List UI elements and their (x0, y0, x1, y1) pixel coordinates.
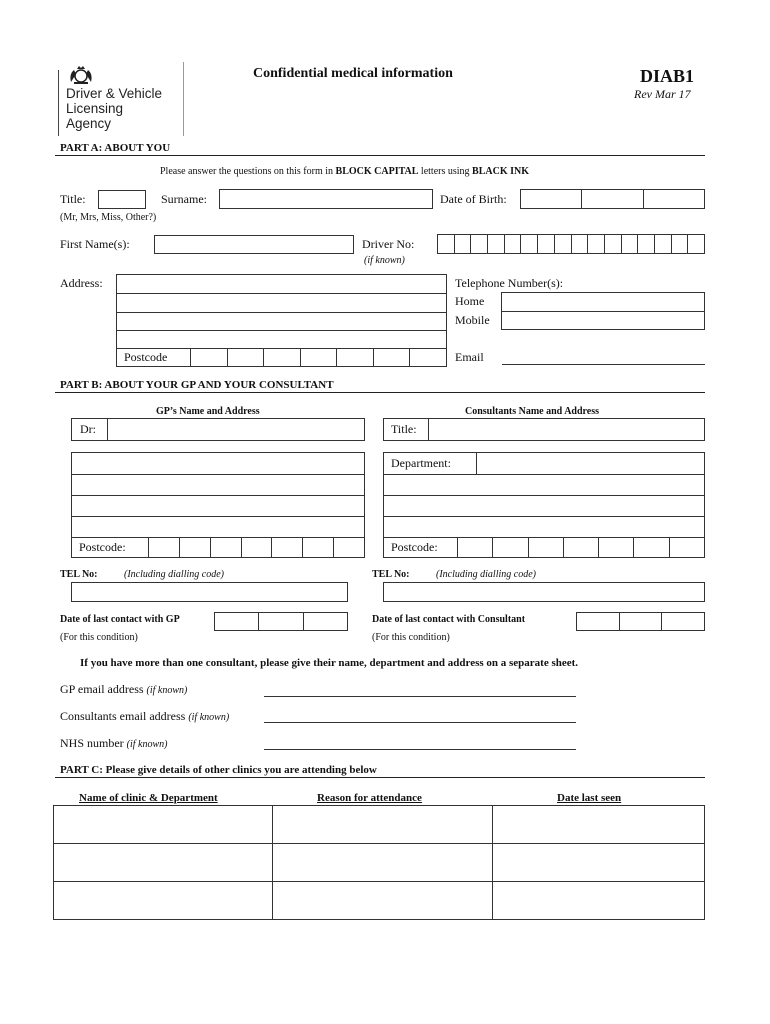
gp-address-field[interactable] (71, 452, 365, 558)
clinic-column-header: Name of clinic & Department (79, 792, 218, 804)
driver-no-cell[interactable] (471, 235, 488, 253)
gp-tel-field[interactable] (71, 582, 348, 602)
postcode-cell[interactable] (149, 538, 180, 557)
postcode-cell[interactable] (272, 538, 303, 557)
driver-no-cell[interactable] (622, 235, 639, 253)
dob-month-cell[interactable] (582, 190, 643, 208)
consultant-address-line-2[interactable] (384, 496, 704, 517)
consultant-address-line-3[interactable] (384, 517, 704, 538)
address-field[interactable] (116, 274, 447, 367)
part-b-rule (55, 392, 705, 393)
address-line-1[interactable] (117, 275, 446, 294)
address-line-3[interactable] (117, 313, 446, 331)
postcode-cell[interactable] (493, 538, 528, 557)
table-row (54, 882, 705, 920)
gp-tel-label: TEL No: (60, 569, 98, 580)
postcode-cell[interactable] (634, 538, 669, 557)
part-b-heading: PART B: ABOUT YOUR GP AND YOUR CONSULTANT (60, 379, 334, 391)
address-label: Address: (60, 276, 103, 290)
telephone-field[interactable] (501, 292, 705, 330)
table-row (54, 844, 705, 882)
nhs-number-field[interactable] (264, 749, 576, 750)
gp-heading: GP’s Name and Address (156, 406, 260, 417)
postcode-cell[interactable] (458, 538, 493, 557)
driver-no-cell[interactable] (455, 235, 472, 253)
postcode-cell[interactable] (334, 538, 364, 557)
date-cell[interactable] (493, 844, 705, 882)
postcode-cell[interactable] (180, 538, 211, 557)
title-label: Title: (60, 192, 86, 206)
separate-sheet-note: If you have more than one consultant, please give their name, department and address on a separate sheet. (80, 657, 579, 669)
consultant-tel-hint: (Including dialling code) (436, 569, 536, 580)
logo-text-line3: Agency (66, 116, 112, 131)
first-name-field[interactable] (154, 235, 354, 254)
consultant-tel-label: TEL No: (372, 569, 410, 580)
consultant-contact-label: Date of last contact with Consultant (372, 614, 526, 625)
postcode-cell[interactable] (374, 349, 411, 366)
consultant-title-row (383, 418, 705, 441)
gp-address-line-4[interactable] (72, 517, 364, 538)
mobile-label: Mobile (455, 313, 490, 327)
driver-no-cell[interactable] (438, 235, 455, 253)
driver-no-cell[interactable] (505, 235, 522, 253)
dob-field[interactable] (520, 189, 705, 209)
postcode-cell[interactable] (564, 538, 599, 557)
date-cell[interactable] (493, 882, 705, 920)
home-label: Home (455, 294, 485, 308)
part-c-rule (55, 777, 705, 778)
gp-address-line-3[interactable] (72, 496, 364, 517)
driver-no-cell[interactable] (672, 235, 689, 253)
gp-contact-hint: (For this condition) (60, 632, 138, 643)
postcode-cell[interactable] (337, 349, 374, 366)
gp-postcode-field[interactable] (148, 538, 364, 557)
consultant-postcode-field[interactable] (457, 538, 704, 557)
reason-column-header: Reason for attendance (317, 792, 422, 804)
gp-postcode-row (72, 538, 364, 557)
consultant-heading: Consultants Name and Address (465, 406, 600, 417)
department-label: Department: (391, 456, 451, 470)
gp-contact-label: Date of last contact with GP (60, 614, 180, 625)
date-cell[interactable] (662, 613, 704, 630)
consultant-postcode-label: Postcode: (391, 540, 438, 554)
consultant-contact-hint: (For this condition) (372, 632, 450, 643)
date-cell[interactable] (577, 613, 620, 630)
gp-address-line-2[interactable] (72, 475, 364, 496)
consultant-address-field[interactable] (383, 452, 705, 558)
driver-no-cell[interactable] (588, 235, 605, 253)
nhs-number-label: NHS number (if known) (60, 736, 168, 750)
driver-no-label: Driver No: (362, 237, 415, 251)
surname-label: Surname: (161, 192, 207, 206)
part-c-heading: PART C: Please give details of other clinics you are attending below (60, 764, 377, 776)
dob-label: Date of Birth: (440, 192, 507, 206)
driver-no-cell[interactable] (572, 235, 589, 253)
surname-field[interactable] (219, 189, 433, 209)
date-column-header: Date last seen (557, 792, 622, 804)
consultant-postcode-row (384, 538, 704, 557)
consultant-tel-field[interactable] (383, 582, 705, 602)
gp-name-field[interactable] (107, 419, 364, 440)
logo-divider (183, 62, 184, 136)
gp-address-line-1[interactable] (72, 453, 364, 475)
department-field[interactable] (476, 453, 704, 474)
date-cell[interactable] (620, 613, 663, 630)
driver-no-cell[interactable] (688, 235, 704, 253)
date-cell[interactable] (259, 613, 303, 630)
postcode-cell[interactable] (599, 538, 634, 557)
form-code: DIAB1 (640, 66, 695, 86)
date-cell[interactable] (215, 613, 259, 630)
driver-no-cell[interactable] (538, 235, 555, 253)
gp-tel-hint: (Including dialling code) (124, 569, 224, 580)
clinic-cell[interactable] (54, 806, 273, 844)
postcode-label: Postcode (124, 350, 168, 364)
gp-email-label: GP email address (if known) (60, 682, 188, 696)
postcode-cell[interactable] (228, 349, 265, 366)
postcode-cell[interactable] (670, 538, 704, 557)
table-row (54, 806, 705, 844)
telephone-label: Telephone Number(s): (455, 276, 564, 290)
consultant-address-line-1[interactable] (384, 475, 704, 496)
reason-cell[interactable] (273, 844, 493, 882)
postcode-field[interactable] (190, 349, 446, 366)
royal-crest-icon (66, 64, 96, 86)
email-field[interactable] (502, 364, 705, 365)
date-cell[interactable] (493, 806, 705, 844)
address-line-4[interactable] (117, 331, 446, 349)
driver-no-cell[interactable] (655, 235, 672, 253)
postcode-cell[interactable] (191, 349, 228, 366)
department-row (384, 453, 704, 475)
logo-text-line2: Licensing (66, 101, 124, 116)
form-revision: Rev Mar 17 (634, 87, 691, 101)
dob-day-cell[interactable] (521, 190, 582, 208)
mobile-phone-field[interactable] (502, 312, 704, 329)
email-label: Email (455, 350, 484, 364)
postcode-cell[interactable] (242, 538, 273, 557)
driver-no-cell[interactable] (555, 235, 572, 253)
postcode-cell[interactable] (529, 538, 564, 557)
gp-contact-date-field[interactable] (214, 612, 348, 631)
driver-no-hint: (if known) (364, 255, 405, 266)
home-phone-field[interactable] (502, 293, 704, 312)
gp-email-field[interactable] (264, 696, 576, 697)
clinics-table (53, 805, 705, 920)
title-hint: (Mr, Mrs, Miss, Other?) (60, 212, 157, 223)
part-a-heading: PART A: ABOUT YOU (60, 142, 171, 154)
driver-no-cell[interactable] (488, 235, 505, 253)
consultant-email-field[interactable] (264, 722, 576, 723)
dr-label: Dr: (80, 422, 96, 436)
dob-year-cell[interactable] (644, 190, 704, 208)
address-postcode-row (117, 349, 446, 366)
part-a-instruction: Please answer the questions on this form in BLOCK CAPITAL letters using BLACK INK (160, 166, 529, 177)
driver-no-cell[interactable] (521, 235, 538, 253)
logo-bar (58, 70, 59, 136)
date-cell[interactable] (304, 613, 347, 630)
gp-dr-row (71, 418, 365, 441)
address-line-2[interactable] (117, 294, 446, 313)
driver-no-field[interactable] (437, 234, 705, 254)
part-a-rule (55, 155, 705, 156)
logo-text-line1: Driver & Vehicle (66, 86, 163, 101)
driver-no-cell[interactable] (605, 235, 622, 253)
postcode-cell[interactable] (301, 349, 338, 366)
postcode-cell[interactable] (264, 349, 301, 366)
first-name-label: First Name(s): (60, 237, 130, 251)
postcode-cell[interactable] (303, 538, 334, 557)
consultant-email-label: Consultants email address (if known) (60, 709, 230, 723)
postcode-cell[interactable] (410, 349, 446, 366)
clinic-cell[interactable] (54, 844, 273, 882)
clinic-cell[interactable] (54, 882, 273, 920)
reason-cell[interactable] (273, 882, 493, 920)
gp-postcode-label: Postcode: (79, 540, 126, 554)
reason-cell[interactable] (273, 806, 493, 844)
driver-no-cell[interactable] (638, 235, 655, 253)
consultant-title-field[interactable] (428, 419, 704, 440)
title-field[interactable] (98, 190, 146, 209)
consultant-contact-date-field[interactable] (576, 612, 705, 631)
postcode-cell[interactable] (211, 538, 242, 557)
dvla-logo (58, 62, 186, 137)
document-title: Confidential medical information (253, 66, 453, 81)
consultant-title-label: Title: (391, 422, 417, 436)
